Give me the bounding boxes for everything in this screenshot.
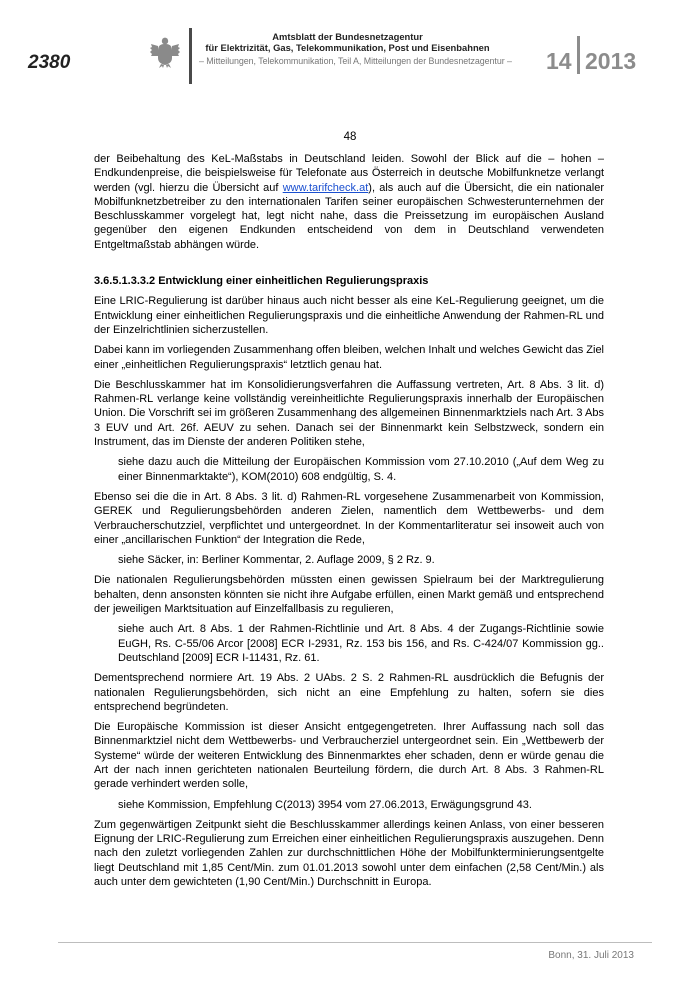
- citation: siehe auch Art. 8 Abs. 1 der Rahmen-Richtlinie und Art. 8 Abs. 4 der Zugangs-Richtlinie sowie EuGH, Rs. C-55/06 Arcor [2008] ECR I-2931, Rz. 153 bis 156, and Rs. C-424/07 Kommission gg.. Deutschland [2009] ECR I-11431, Rz. 61.: [118, 623, 604, 664]
- paragraph-text: ), als auch auf die Übersicht, die ein nationaler Mobilfunknetzbetreiber zu den internationalen Tarifen seiner europäischen Schwesterunternehmen der Beschlusskammer vorgelegt hat, legt nicht nahe, dass die Preissetzung im europäischen Ausland gegenüber den eigenen Endkunden entscheidend von dem in Deutschland verwendeten Entgeltmaßstab abhängen würde.: [94, 181, 604, 251]
- page-number-left: 2380: [28, 52, 71, 73]
- paragraph-text: der Beibehaltung des KeL-Maßstabs in Deutschland leiden. Sowohl der Blick auf die – hohen – Endkundenpreise, die beispielsweise für Telefonate aus Österreich in deutsche Mobilfunknetze verlangt werden (vgl. hierzu die Übersicht auf: [94, 153, 604, 194]
- paragraph: Zum gegenwärtigen Zeitpunkt sieht die Beschlusskammer allerdings keinen Anlass, von einer besseren Eignung der LRIC-Regulierung zum Erreichen einer einheitlichen Regulierungspraxis auszugehen. Denn nach den zuletzt vorliegenden Zahlen zur durchschnittlichen Höhe der Mobilfunkterminierungsentgelte liegt Deutschland mit 1,85 Cent/Min. zum 01.01.2013 sowohl unter dem einfachen (2,58 Cent/Min.) als auch unter dem gewichteten (1,90 Cent/Min.) Durchschnitt in Europa.: [94, 818, 604, 889]
- header-subtitle: – Mitteilungen, Telekommunikation, Teil A, Mitteilungen der Bundesnetzagentur –: [199, 56, 512, 66]
- paragraph: Die Europäische Kommission ist dieser Ansicht entgegengetreten. Ihrer Auffassung nach soll das Binnenmarktziel nicht dem Wettbewerbs- und Verbraucherziel untergeordnet sein. Ein „Wettbewerb der Systeme“ würde der weiteren Entwicklung des Binnenmarktes eher schaden, denn er würde genau die Art der nach innen gerichteten nationalen Beurteilung fördern, die durch Art. 8 Abs. 3 Rahmen-RL gerade verhindert werden solle,: [94, 721, 604, 791]
- issue-year: 2013: [585, 48, 637, 74]
- paragraph: Ebenso sei die die in Art. 8 Abs. 3 lit. d) Rahmen-RL vorgesehene Zusammenarbeit von Kommission, GEREK und Regulierungsbehörden anderen Zielen, namentlich dem Wettbewerbs- und dem Verbraucherschutzziel, verpflichtet und untergeordnet. In der Kommentarliteratur sei insoweit auch von einer „ancillarischen Funktion“ der Integration die Rede,: [94, 490, 604, 546]
- paragraph: Eine LRIC-Regulierung ist darüber hinaus auch nicht besser als eine KeL-Regulierung geeignet, um die Entwicklung einer einheitlichen Regulierungspraxis und die einheitliche Anwendung der Rahmen-RL und der Einzelrichtlinien sicherzustellen.: [94, 295, 604, 336]
- header-title-line2: für Elektrizität, Gas, Telekommunikation, Post und Eisenbahnen: [205, 42, 490, 53]
- footer-divider: [58, 942, 652, 943]
- header-title-line1: Amtsblatt der Bundesnetzagentur: [272, 31, 423, 42]
- federal-eagle-icon: [150, 34, 180, 68]
- document-page-number: 48: [343, 131, 357, 143]
- footer-place-date: Bonn, 31. Juli 2013: [548, 950, 634, 961]
- issue-number: 14: [546, 48, 572, 74]
- tarifcheck-link[interactable]: www.tarifcheck.at: [282, 181, 369, 194]
- paragraph: Die nationalen Regulierungsbehörden müssten einen gewissen Spielraum bei der Marktregulierung behalten, denn ansonsten könnten sie nicht ihre Aufgabe erfüllen, einen Markt gemäß und entsprechend der jeweiligen Marktsituation auf Einzelfallbasis zu regulieren,: [94, 574, 604, 616]
- citation: siehe dazu auch die Mitteilung der Europäischen Kommission vom 27.10.2010 („Auf dem Weg zu einer Binnenmarktakte“), KOM(2010) 608 endgültig, S. 4.: [118, 456, 604, 483]
- section-heading: 3.6.5.1.3.3.2 Entwicklung einer einheitlichen Regulierungspraxis: [94, 275, 429, 288]
- citation: siehe Kommission, Empfehlung C(2013) 3954 vom 27.06.2013, Erwägungsgrund 43.: [118, 798, 532, 811]
- paragraph: Dementsprechend normiere Art. 19 Abs. 2 UAbs. 2 S. 2 Rahmen-RL ausdrücklich die Befugnis der nationalen Regulierungsbehörden, sich nicht an eine Empfehlung zu halten, sofern sie dies entsprechend begründeten.: [94, 672, 604, 713]
- paragraph: Dabei kann im vorliegenden Zusammenhang offen bleiben, welchen Inhalt und welches Gewicht das Ziel einer „einheitlichen Regulierungspraxis“ letztlich genau hat.: [94, 344, 604, 371]
- issue-divider: [577, 36, 580, 74]
- document-body: [94, 152, 604, 895]
- citation: siehe Säcker, in: Berliner Kommentar, 2. Auflage 2009, § 2 Rz. 9.: [118, 554, 435, 567]
- paragraph: Die Beschlusskammer hat im Konsolidierungsverfahren die Auffassung vertreten, Art. 8 Abs. 3 lit. d) Rahmen-RL verlange keine vollständig vereinheitlichte Regulierungspraxis innerhalb der Europäischen Union. Die Vorschrift sei im größeren Zusammenhang des allgemeinen Binnenmarktziels nach Art. 3 Abs 3 EUV und Art. 26f. AEUV zu sehen. Danach sei der Binnenmarkt kein Selbstzweck, sondern ein Instrument, das im Dienste der anderen Politiken stehe,: [94, 378, 604, 449]
- paragraph: [94, 152, 604, 252]
